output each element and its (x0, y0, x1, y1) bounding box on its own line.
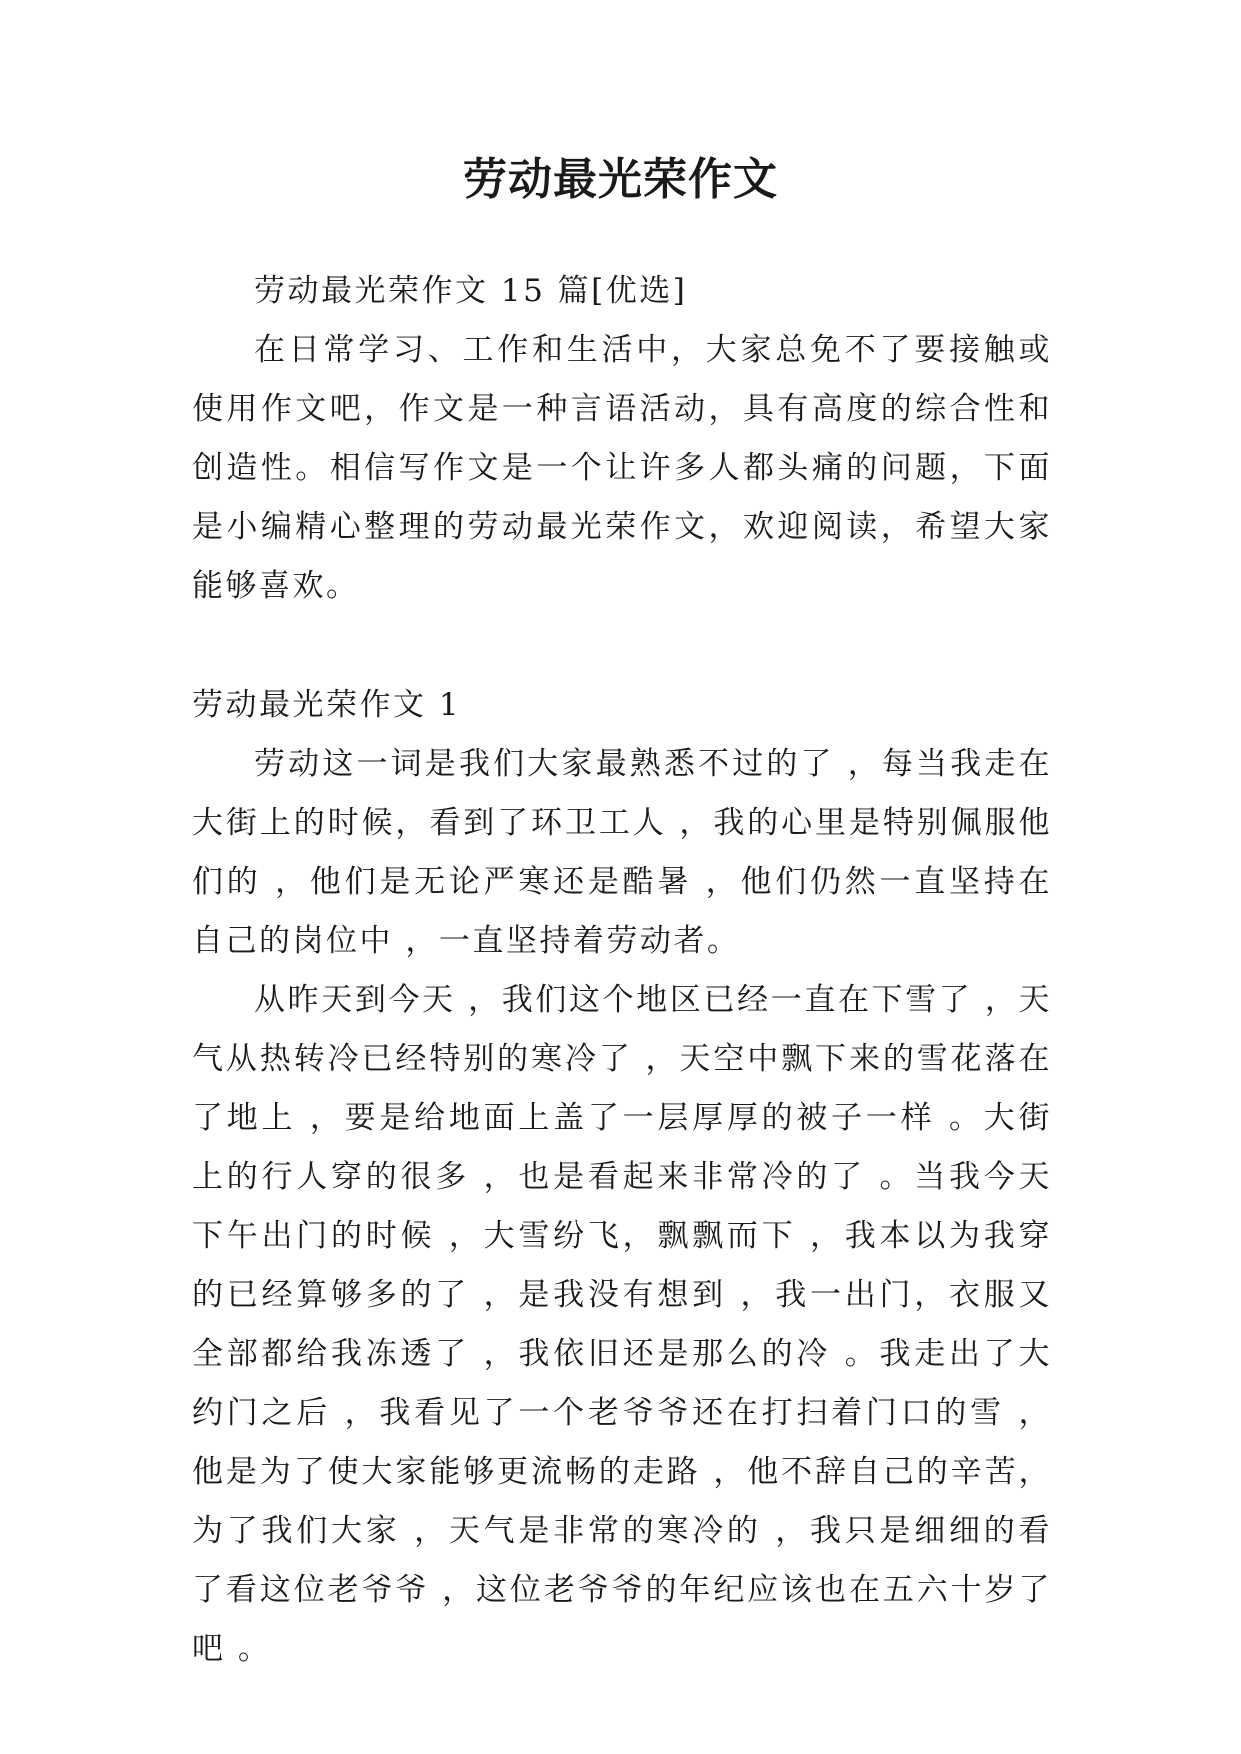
section-spacer (192, 616, 1052, 676)
body-paragraph-1: 劳动这一词是我们大家最熟悉不过的了 ，每当我走在大街上的时候，看到了环卫工人 ，我的心里是特别佩服他们的 ，他们是无论严寒还是酷暑 ，他们仍然一直坚持在自己的岗位中 ，一直坚持着劳动者。 (192, 746, 1052, 959)
body-paragraph-2: 从昨天到今天 ，我们这个地区已经一直在下雪了 ，天气从热转冷已经特别的寒冷了 ，天空中飘下来的雪花落在了地上 ，要是给地面上盖了一层厚厚的被子一样 。大街上的行人穿的很多 ，也是看起来非常冷的了 。当我今天下午出门的时候 ，大雪纷飞，飘飘而下 ，我本以为我穿的已经算够多的了 ，是我没有想到 ，我一出门，衣服又全部都给我冻透了 ，我依旧还是那么的冷 。我走出了大约门之后 ，我看见了一个老爷爷还在打扫着门口的雪 ，他是为了使大家能够更流畅的走路 ，他不辞自己的辛苦，为了我们大家 ，天气是非常的寒冷的 ，我只是细细的看了看这位老爷爷 ，这位老爷爷的年纪应该也在五六十岁了吧 。 (192, 982, 1052, 1667)
document-title: 劳动最光荣作文 (463, 154, 778, 205)
intro-paragraph: 在日常学习、工作和生活中，大家总免不了要接触或使用作文吧，作文是一种言语活动，具有高度的综合性和创造性。相信写作文是一个让许多人都头痛的问题，下面是小编精心整理的劳动最光荣作文，欢迎阅读，希望大家能够喜欢。 (192, 332, 1052, 604)
document-body (192, 262, 1052, 1679)
subtitle-line: 劳动最光荣作文 15 篇[优选] (254, 273, 688, 309)
section-heading: 劳动最光荣作文 1 (192, 687, 462, 723)
